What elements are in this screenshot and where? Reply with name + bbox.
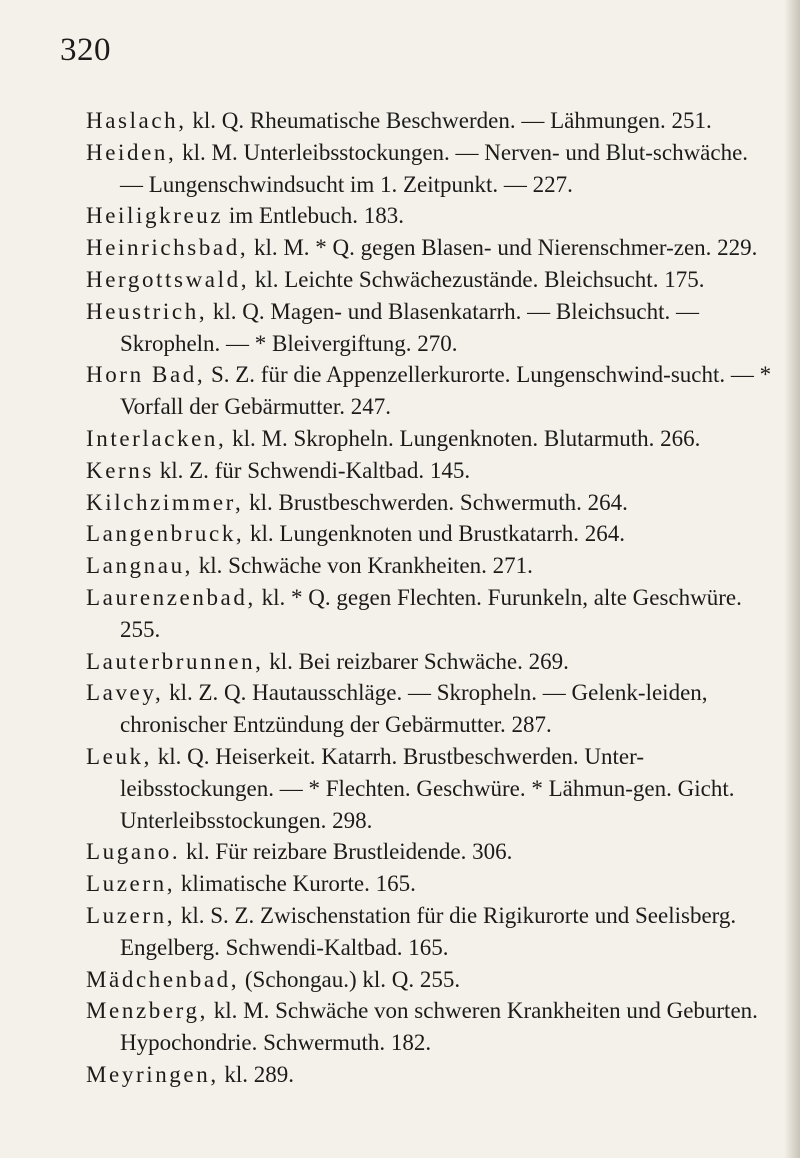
entry-text: kl. M. * Q. gegen Blasen- und Nierenschmer-zen. 229.	[248, 235, 758, 261]
index-entry	[86, 582, 776, 646]
entry-head: Kerns	[86, 457, 154, 483]
index-entry	[86, 232, 776, 264]
entry-head: Heiden,	[86, 139, 177, 165]
entry-text: kl. Brustbeschwerden. Schwermuth. 264.	[243, 489, 628, 515]
entry-head: Luzern,	[86, 871, 176, 897]
index-entry	[86, 1059, 776, 1091]
index-entry	[86, 137, 776, 201]
entry-head: Mädchenbad,	[86, 966, 240, 992]
entry-text: kl. Q. Magen- und Blasenkatarrh. — Bleichsucht. — Skropheln. — * Bleivergiftung. 270.	[120, 298, 700, 356]
index-entry	[86, 455, 776, 487]
index-entries	[86, 105, 776, 1091]
index-entry	[86, 487, 776, 519]
entry-head: Langnau,	[86, 553, 194, 579]
entry-head: Leuk,	[86, 743, 153, 769]
index-entry	[86, 550, 776, 582]
index-entry	[86, 359, 776, 423]
entry-text: S. Z. für die Appenzellerkurorte. Lungenschwind-sucht. — * Vorfall der Gebärmutter. 247.	[120, 362, 772, 420]
entry-head: Langenbruck,	[86, 521, 245, 547]
entry-head: Meyringen,	[86, 1061, 219, 1087]
entry-text: kl. S. Z. Zwischenstation für die Rigikurorte und Seelisberg. Engelberg. Schwendi-Kaltbad. 165.	[120, 902, 737, 960]
page-edge-shadow	[784, 0, 800, 1158]
entry-text: kl. Q. Rheumatische Beschwerden. — Lähmungen. 251.	[186, 108, 712, 133]
entry-text: kl. Lungenknoten und Brustkatarrh. 264.	[244, 521, 626, 547]
entry-text: kl. Z. für Schwendi-Kaltbad. 145.	[153, 457, 471, 483]
entry-head: Heustrich,	[86, 298, 208, 324]
entry-head: Menzberg,	[86, 998, 208, 1024]
entry-head: Heinrichsbad,	[86, 235, 249, 261]
index-entry	[86, 264, 776, 296]
index-entry	[86, 646, 776, 678]
entry-text: (Schongau.) kl. Q. 255.	[239, 966, 461, 992]
entry-head: Hergottswald,	[86, 266, 250, 292]
entry-head: Heiligkreuz	[86, 203, 224, 229]
entry-head: Haslach,	[86, 108, 187, 133]
entry-text: kl. Für reizbare Brustleidende. 306.	[180, 839, 513, 865]
index-entry	[86, 995, 776, 1059]
index-entry	[86, 868, 776, 900]
index-entry	[86, 677, 776, 741]
entry-head: Luzern,	[86, 902, 176, 928]
entry-text: klimatische Kurorte. 165.	[175, 871, 416, 897]
entry-text: kl. M. Skropheln. Lungenknoten. Blutarmuth. 266.	[226, 425, 701, 451]
entry-head: Horn Bad,	[86, 362, 206, 388]
entry-head: Lauterbrunnen,	[86, 648, 264, 674]
index-entry	[86, 518, 776, 550]
index-entry	[86, 964, 776, 996]
entry-text: kl. M. Unterleibsstockungen. — Nerven- und Blut-schwäche. — Lungenschwindsucht im 1. Zeitpunkt. — 227.	[120, 139, 749, 197]
entry-text: kl. 289.	[218, 1061, 295, 1087]
index-entry	[86, 900, 776, 964]
entry-head: Interlacken,	[86, 425, 227, 451]
entry-head: Kilchzimmer,	[86, 489, 244, 515]
entry-text: kl. Schwäche von Krankheiten. 271.	[193, 553, 533, 579]
index-entry	[86, 741, 776, 836]
index-entry	[86, 296, 776, 360]
entry-head: Lugano.	[86, 839, 181, 865]
entry-text: kl. * Q. gegen Flechten. Furunkeln, alte Geschwüre. 255.	[120, 584, 742, 642]
entry-head: Lavey,	[86, 680, 164, 706]
entry-text: kl. Leichte Schwächezustände. Bleichsucht. 175.	[249, 266, 705, 292]
index-entry	[86, 836, 776, 868]
entry-text: kl. Bei reizbarer Schwäche. 269.	[263, 648, 569, 674]
index-entry	[86, 423, 776, 455]
entry-text: im Entlebuch. 183.	[223, 203, 404, 229]
entry-text: kl. M. Schwäche von schweren Krankheiten und Geburten. Hypochondrie. Schwermuth. 182.	[120, 998, 758, 1056]
index-entry	[86, 200, 776, 232]
page-number: 320	[60, 32, 111, 68]
entry-text: kl. Z. Q. Hautausschläge. — Skropheln. — Gelenk-leiden, chronischer Entzündung der Gebärmutter. 287.	[120, 680, 708, 738]
entry-text: kl. Q. Heiserkeit. Katarrh. Brustbeschwerden. Unter-leibsstockungen. — * Flechten. Geschwüre. * Lähmun-gen. Gicht. Unterleibsstockungen. 298.	[120, 743, 735, 833]
index-entry	[86, 105, 776, 137]
entry-head: Laurenzenbad,	[86, 584, 256, 610]
